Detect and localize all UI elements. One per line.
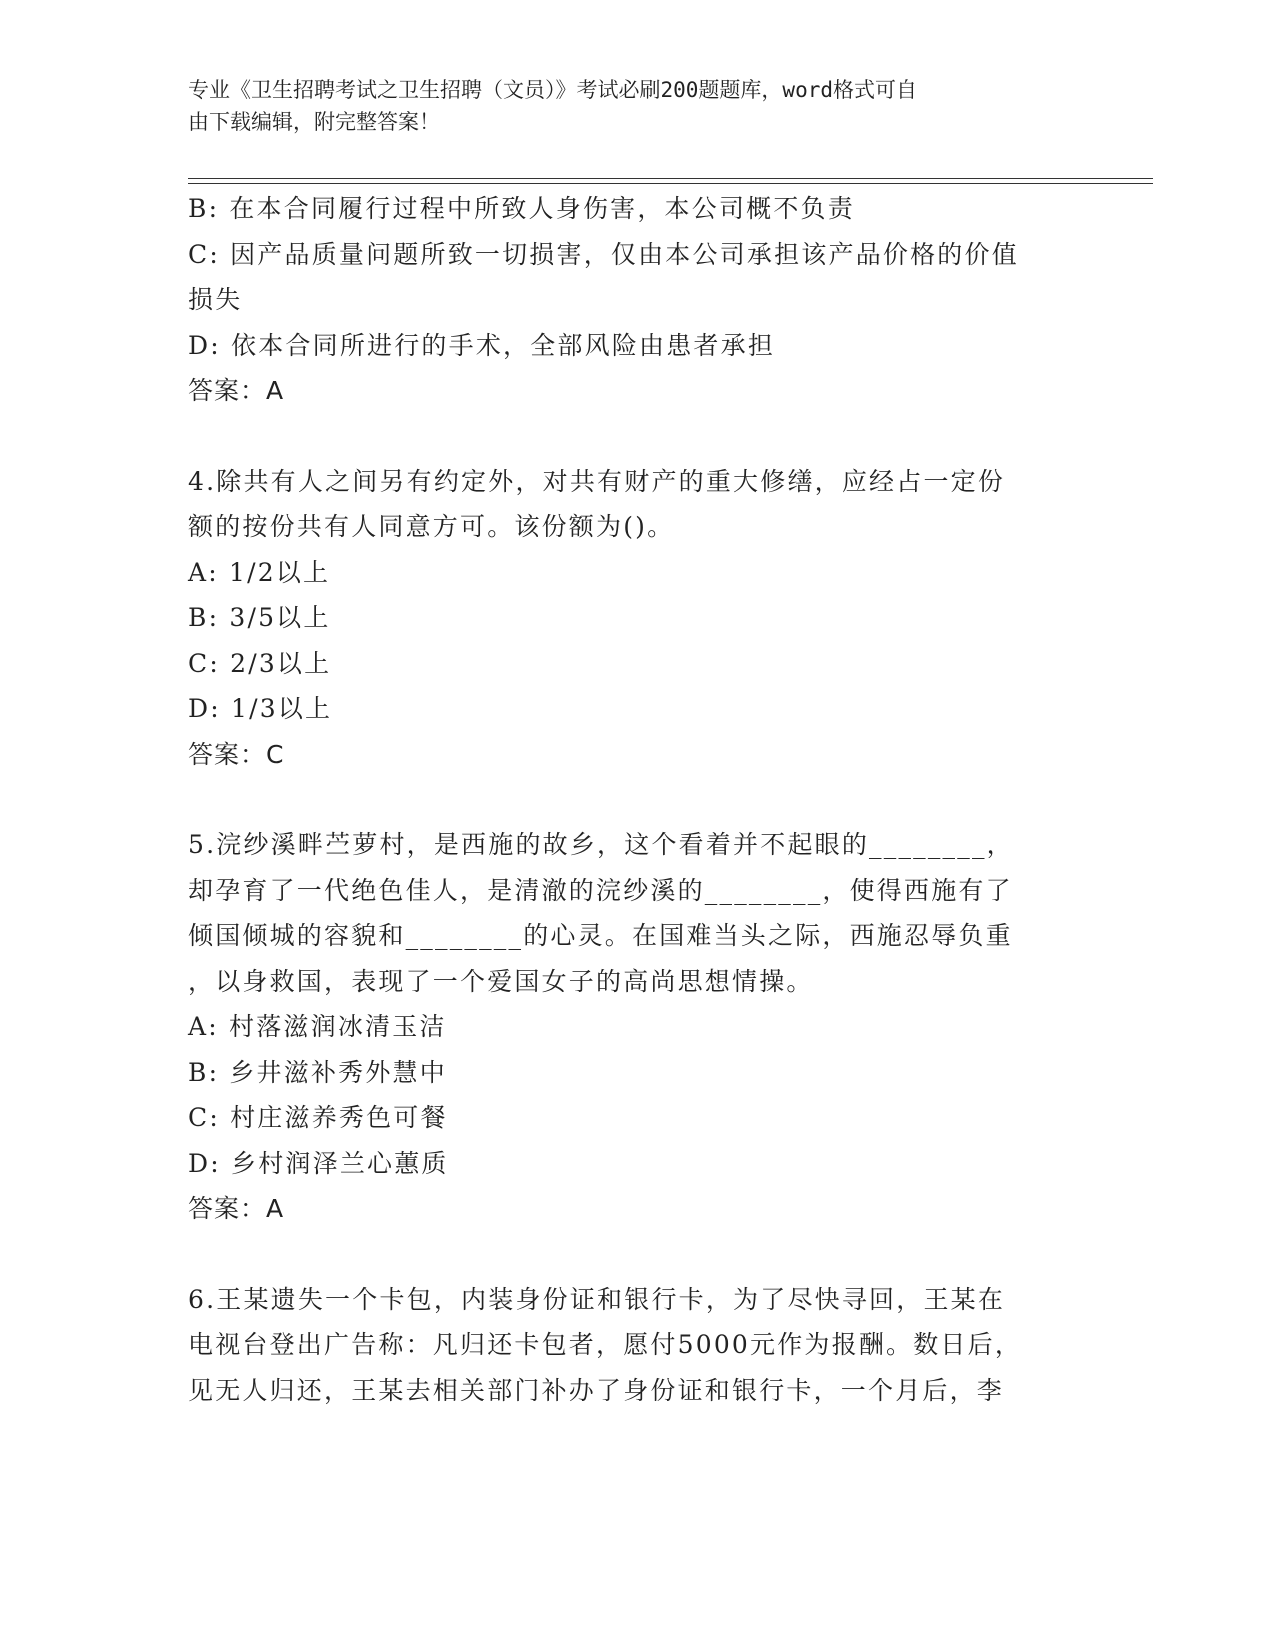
q3-option-c-line-2: 损失 — [188, 285, 243, 314]
question-3 — [188, 186, 1068, 414]
q6-stem-line-3: 见无人归还，王某去相关部门补办了身份证和银行卡，一个月后，李 — [188, 1375, 1005, 1405]
q4-stem-line-1: 4.除共有人之间另有约定外，对共有财产的重大修缮，应经占一定份 — [188, 466, 1006, 496]
q6-stem-line-1: 6.王某遗失一个卡包，内装身份证和银行卡，为了尽快寻回，王某在 — [188, 1284, 1006, 1314]
question-6 — [188, 1277, 1068, 1414]
spacer — [188, 777, 1068, 822]
q5-stem-line-3: 倾国倾城的容貌和________的心灵。在国难当头之际，西施忍辱负重 — [188, 921, 1013, 950]
q4-option-d: D: 1/3以上 — [188, 694, 333, 723]
q4-stem-line-2: 额的按份共有人同意方可。该份额为()。 — [188, 512, 675, 541]
document-header — [188, 74, 1068, 138]
q4-answer: 答案：C — [188, 739, 285, 769]
question-5 — [188, 822, 1068, 1232]
q5-stem-line-2: 却孕育了一代绝色佳人，是清澈的浣纱溪的________，使得西施有了 — [188, 875, 1013, 905]
q3-option-d: D: 依本合同所进行的手术，全部风险由患者承担 — [188, 330, 776, 360]
document-body — [188, 186, 1068, 1413]
q5-option-c: C: 村庄滋养秀色可餐 — [188, 1103, 448, 1132]
header-rule-bottom — [188, 183, 1153, 184]
spacer — [188, 1232, 1068, 1277]
question-4 — [188, 459, 1068, 778]
q4-option-a: A: 1/2以上 — [188, 557, 331, 587]
q5-option-b: B: 乡井滋补秀外慧中 — [188, 1057, 447, 1087]
header-rule-top — [188, 178, 1153, 179]
q4-option-b: B: 3/5以上 — [188, 603, 331, 632]
spacer — [188, 414, 1068, 459]
q4-option-c: C: 2/3以上 — [188, 648, 332, 678]
q5-stem-line-4: ，以身救国，表现了一个爱国女子的高尚思想情操。 — [188, 966, 814, 996]
header-title-line-2: 由下载编辑，附完整答案！ — [188, 110, 440, 134]
q5-stem-line-1: 5.浣纱溪畔苎萝村，是西施的故乡，这个看着并不起眼的________， — [188, 830, 1014, 859]
q3-option-b: B: 在本合同履行过程中所致人身伤害，本公司概不负责 — [188, 194, 855, 223]
q6-stem-line-2: 电视台登出广告称：凡归还卡包者，愿付5000元作为报酬。数日后， — [188, 1330, 1023, 1359]
q5-option-a: A: 村落滋润冰清玉洁 — [188, 1012, 447, 1041]
q5-answer: 答案：A — [188, 1194, 285, 1223]
q3-option-c-line-1: C: 因产品质量问题所致一切损害，仅由本公司承担该产品价格的价值 — [188, 239, 1019, 269]
q5-option-d: D: 乡村润泽兰心蕙质 — [188, 1148, 449, 1178]
q3-answer: 答案：A — [188, 376, 285, 405]
header-title-line-1: 专业《卫生招聘考试之卫生招聘（文员）》考试必刷200题题库，word格式可自 — [188, 78, 917, 102]
